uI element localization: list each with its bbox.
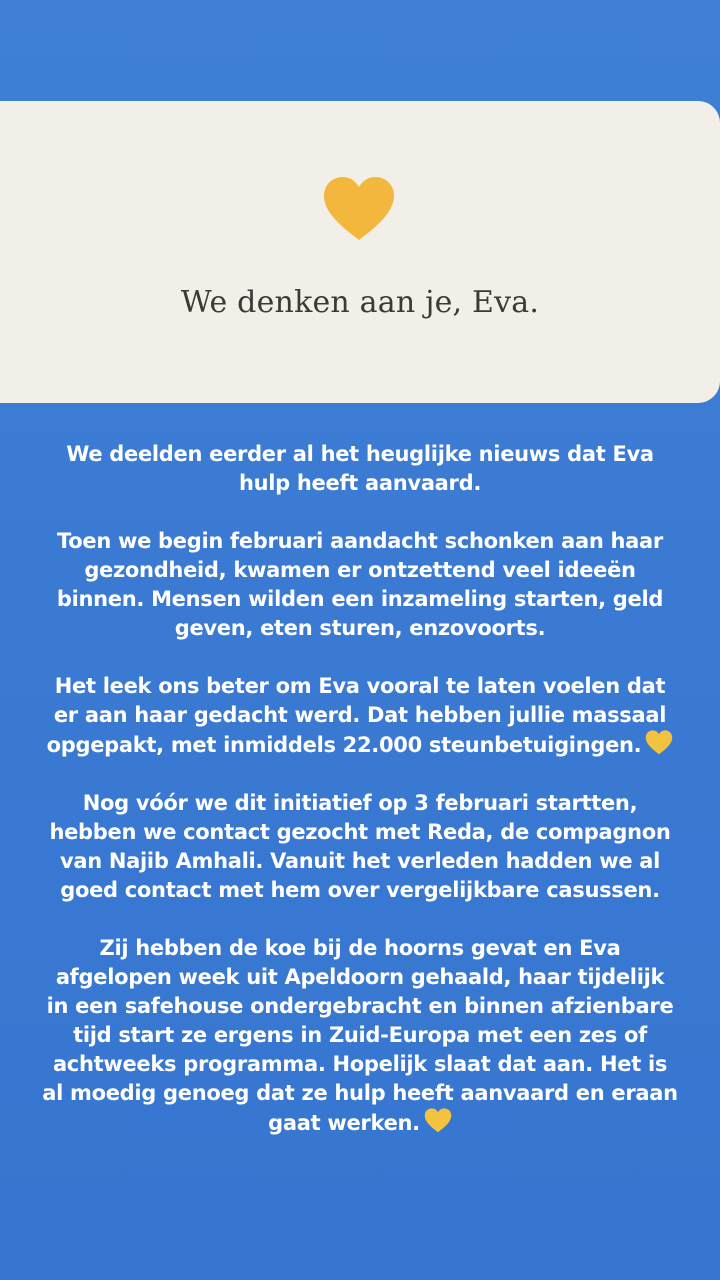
text-line: hulp heeft aanvaard. <box>238 471 482 495</box>
text-line: van Najib Amhali. Vanuit het verleden hadden we al <box>59 849 661 873</box>
text-line <box>20 1108 700 1138</box>
text-line: binnen. Mensen wilden een inzameling starten, geld <box>56 587 664 611</box>
paragraph-2 <box>20 527 700 643</box>
yellow-heart-icon <box>645 730 673 755</box>
text-line: We deelden eerder al het heuglijke nieuws dat Eva <box>66 442 654 466</box>
text-line: al moedig genoeg dat ze hulp heeft aanvaard en eraan <box>42 1081 678 1105</box>
text-line-content: opgepakt, met inmiddels 22.000 steunbetuigingen. <box>46 733 642 757</box>
paragraph-4 <box>20 789 700 905</box>
card-title: We denken aan je, Eva. <box>180 285 540 320</box>
paragraph-5 <box>20 934 700 1138</box>
text-line: in een safehouse ondergebracht en binnen afzienbare <box>46 994 674 1018</box>
story-text <box>20 440 700 1138</box>
text-line: Zij hebben de koe bij de hoorns gevat en Eva <box>99 936 621 960</box>
text-line: goed contact met hem over vergelijkbare casussen. <box>60 878 660 902</box>
text-line: gezondheid, kwamen er ontzettend veel ideeën <box>84 558 636 582</box>
text-line: Het leek ons beter om Eva vooral te laten voelen dat <box>54 674 666 698</box>
text-line-content: gaat werken. <box>268 1111 420 1135</box>
text-line: achtweeks programma. Hopelijk slaat dat aan. Het is <box>52 1052 668 1076</box>
text-line: hebben we contact gezocht met Reda, de compagnon <box>49 820 671 844</box>
text-line: er aan haar gedacht werd. Dat hebben jullie massaal <box>53 703 667 727</box>
text-line: Toen we begin februari aandacht schonken aan haar <box>57 529 663 553</box>
paragraph-1 <box>20 440 700 498</box>
text-line: Nog vóór we dit initiatief op 3 februari startten, <box>82 791 638 815</box>
text-line: afgelopen week uit Apeldoorn gehaald, haar tijdelijk <box>55 965 665 989</box>
text-line: geven, eten sturen, enzovoorts. <box>174 616 546 640</box>
yellow-heart-icon <box>424 1108 452 1133</box>
message-card <box>0 101 720 403</box>
text-line: tijd start ze ergens in Zuid-Europa met een zes of <box>73 1023 647 1047</box>
text-line <box>20 730 700 760</box>
paragraph-3 <box>20 672 700 760</box>
yellow-heart-icon <box>322 176 396 242</box>
